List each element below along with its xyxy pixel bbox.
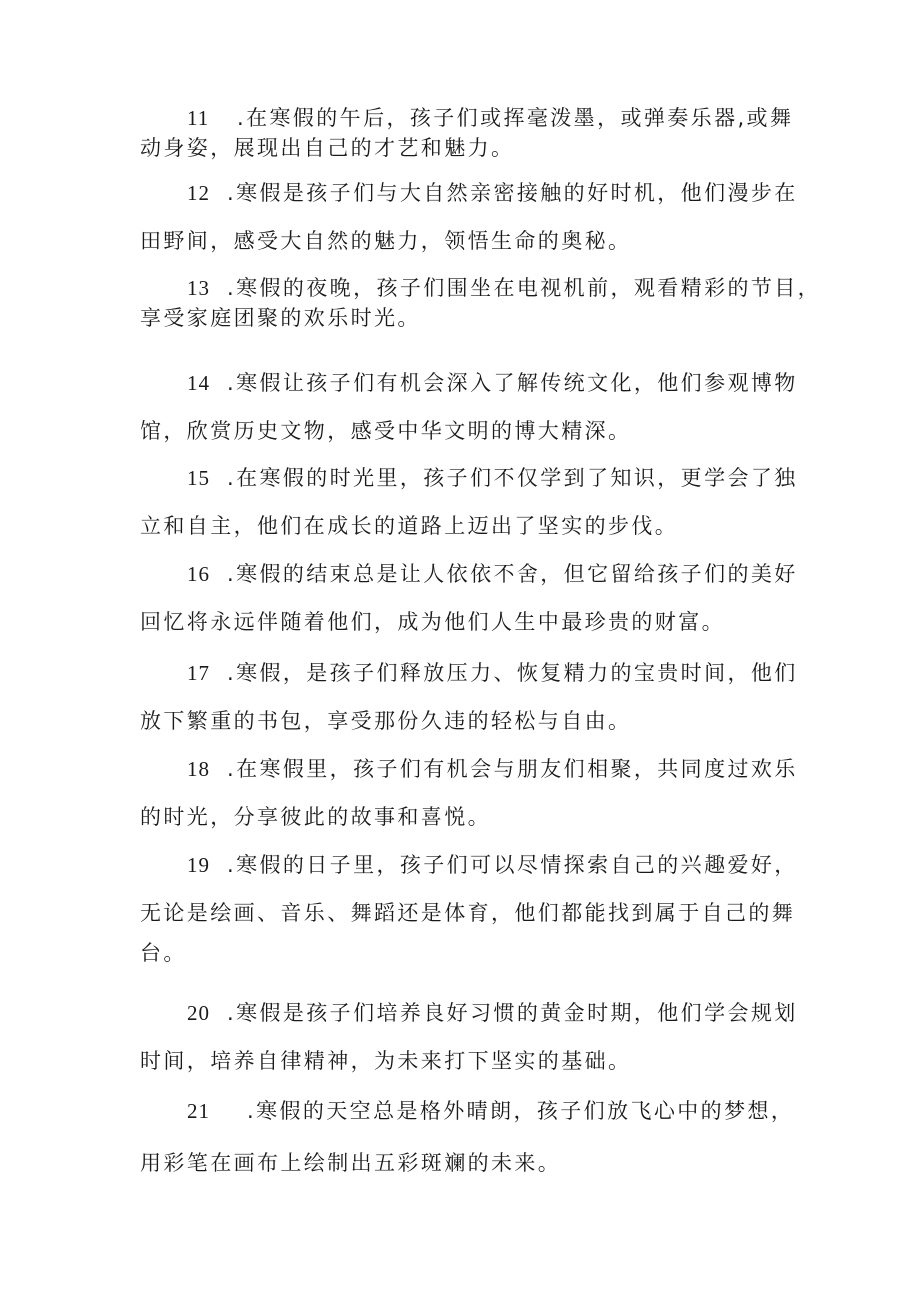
list-item bbox=[140, 463, 800, 541]
item-line: 立和自主，他们在成长的道路上迈出了坚实的步伐。 bbox=[140, 514, 679, 538]
item-line: 放下繁重的书包，享受那份久违的轻松与自由。 bbox=[140, 709, 632, 733]
item-line bbox=[140, 463, 800, 493]
item-line: 用彩笔在画布上绘制出五彩斑斓的未来。 bbox=[140, 1151, 562, 1175]
list-item bbox=[140, 754, 800, 832]
item-number: 12 bbox=[187, 181, 210, 205]
item-line bbox=[140, 1096, 800, 1126]
item-text: .寒假的结束总是让人依依不舍，但它留给孩子们的美好 bbox=[227, 562, 798, 586]
item-number: 16 bbox=[187, 562, 210, 586]
list-item bbox=[140, 559, 800, 637]
list-item bbox=[140, 103, 800, 163]
item-line bbox=[140, 273, 822, 303]
item-text: .寒假的天空总是格外晴朗，孩子们放飞心中的梦想， bbox=[247, 1099, 795, 1123]
item-text: .寒假的日子里，孩子们可以尽情探索自己的兴趣爱好， bbox=[227, 853, 798, 877]
item-line: 回忆将永远伴随着他们，成为他们人生中最珍贵的财富。 bbox=[140, 610, 725, 634]
item-number: 15 bbox=[187, 466, 210, 490]
list-item bbox=[140, 1096, 800, 1178]
list-item bbox=[140, 368, 800, 446]
item-text: .寒假，是孩子们释放压力、恢复精力的宝贵时间，他们 bbox=[227, 661, 798, 685]
item-line: 无论是绘画、音乐、舞蹈还是体育，他们都能找到属于自己的舞 bbox=[140, 901, 796, 925]
item-line: 动身姿，展现出自己的才艺和魅力。 bbox=[140, 136, 515, 160]
list-item bbox=[140, 273, 822, 333]
item-text: .寒假让孩子们有机会深入了解传统文化，他们参观博物 bbox=[227, 371, 798, 395]
list-item bbox=[140, 178, 800, 256]
list-item bbox=[140, 998, 800, 1076]
item-line: 馆，欣赏历史文物，感受中华文明的博大精深。 bbox=[140, 419, 632, 443]
item-text: .寒假是孩子们培养良好习惯的黄金时期，他们学会规划 bbox=[227, 1001, 798, 1025]
item-number: 13 bbox=[187, 276, 210, 300]
item-line bbox=[140, 754, 800, 784]
list-item bbox=[140, 850, 800, 968]
item-text: .在寒假的午后，孩子们或挥毫泼墨，或弹奏乐器,或舞 bbox=[237, 106, 794, 130]
item-line bbox=[140, 103, 800, 133]
item-line: 的时光，分享彼此的故事和喜悦。 bbox=[140, 805, 491, 829]
item-line bbox=[140, 658, 800, 688]
item-line bbox=[140, 368, 800, 398]
item-number: 19 bbox=[187, 853, 210, 877]
item-number: 11 bbox=[187, 106, 210, 130]
item-number: 21 bbox=[187, 1099, 210, 1123]
item-line: 田野间，感受大自然的魅力，领悟生命的奥秘。 bbox=[140, 229, 632, 253]
list-item bbox=[140, 658, 800, 736]
item-text: .在寒假里，孩子们有机会与朋友们相聚，共同度过欢乐 bbox=[227, 757, 798, 781]
item-line bbox=[140, 850, 800, 880]
item-number: 20 bbox=[187, 1001, 210, 1025]
item-text: .寒假是孩子们与大自然亲密接触的好时机，他们漫步在 bbox=[227, 181, 798, 205]
item-text: .在寒假的时光里，孩子们不仅学到了知识，更学会了独 bbox=[227, 466, 798, 490]
item-line bbox=[140, 178, 800, 208]
item-text: .寒假的夜晚，孩子们围坐在电视机前，观看精彩的节目， bbox=[227, 276, 822, 300]
item-line bbox=[140, 559, 800, 589]
item-number: 14 bbox=[187, 371, 210, 395]
item-line: 台。 bbox=[140, 941, 187, 965]
item-line bbox=[140, 998, 800, 1028]
item-number: 17 bbox=[187, 661, 210, 685]
item-line: 时间，培养自律精神，为未来打下坚实的基础。 bbox=[140, 1049, 632, 1073]
item-line: 享受家庭团聚的欢乐时光。 bbox=[140, 306, 421, 330]
item-number: 18 bbox=[187, 757, 210, 781]
